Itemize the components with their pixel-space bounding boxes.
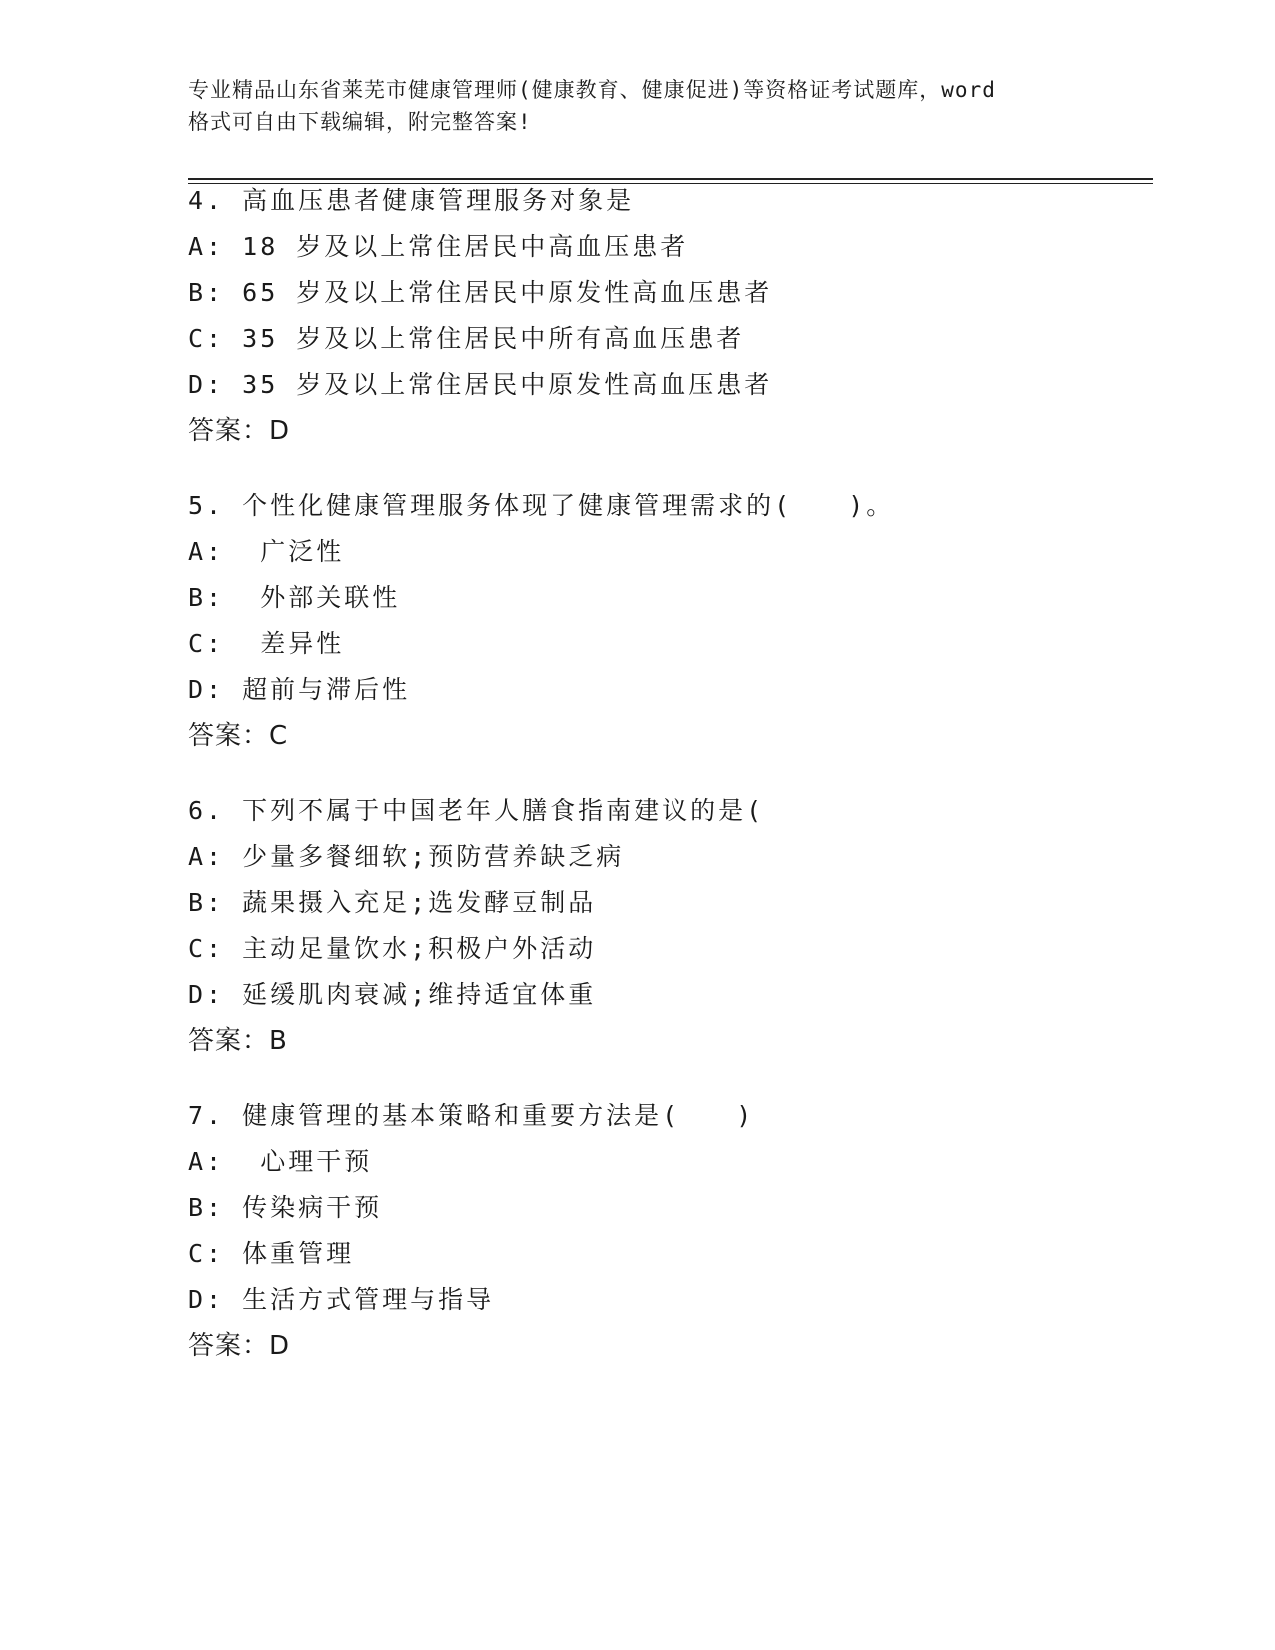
- question-5: [188, 483, 1088, 759]
- question-6: [188, 788, 1088, 1064]
- option-c: C: 35 岁及以上常住居民中所有高血压患者: [188, 324, 745, 353]
- document-header: [188, 74, 1088, 138]
- answer-label: 答案：C: [188, 721, 289, 751]
- answer-label: 答案：D: [188, 416, 291, 446]
- answer-label: 答案：D: [188, 1331, 291, 1361]
- option-a: A: 少量多餐细软;预防营养缺乏病: [188, 842, 625, 871]
- question-stem: 7. 健康管理的基本策略和重要方法是( ): [188, 1101, 755, 1130]
- header-line-2: 格式可自由下载编辑，附完整答案!: [188, 110, 532, 134]
- answer-label: 答案：B: [188, 1026, 288, 1056]
- option-d: D: 35 岁及以上常住居民中原发性高血压患者: [188, 370, 773, 399]
- option-c: C: 主动足量饮水;积极户外活动: [188, 934, 597, 963]
- option-b: B: 蔬果摄入充足;选发酵豆制品: [188, 888, 597, 917]
- header-line-1: 专业精品山东省莱芜市健康管理师(健康教育、健康促进)等资格证考试题库，word: [188, 78, 996, 102]
- option-b: B: 65 岁及以上常住居民中原发性高血压患者: [188, 278, 773, 307]
- question-4: [188, 178, 1088, 454]
- option-a: A: 广泛性: [188, 537, 345, 566]
- option-d: D: 超前与滞后性: [188, 675, 411, 704]
- option-b: B: 传染病干预: [188, 1193, 383, 1222]
- option-d: D: 延缓肌肉衰减;维持适宜体重: [188, 980, 597, 1009]
- question-stem: 5. 个性化健康管理服务体现了健康管理需求的( )。: [188, 491, 895, 520]
- option-d: D: 生活方式管理与指导: [188, 1285, 495, 1314]
- option-c: C: 差异性: [188, 629, 345, 658]
- question-stem: 4. 高血压患者健康管理服务对象是: [188, 186, 635, 215]
- option-b: B: 外部关联性: [188, 583, 401, 612]
- option-a: A: 心理干预: [188, 1147, 373, 1176]
- option-c: C: 体重管理: [188, 1239, 355, 1268]
- option-a: A: 18 岁及以上常住居民中高血压患者: [188, 232, 689, 261]
- question-7: [188, 1093, 1088, 1369]
- question-stem: 6. 下列不属于中国老年人膳食指南建议的是(: [188, 796, 765, 825]
